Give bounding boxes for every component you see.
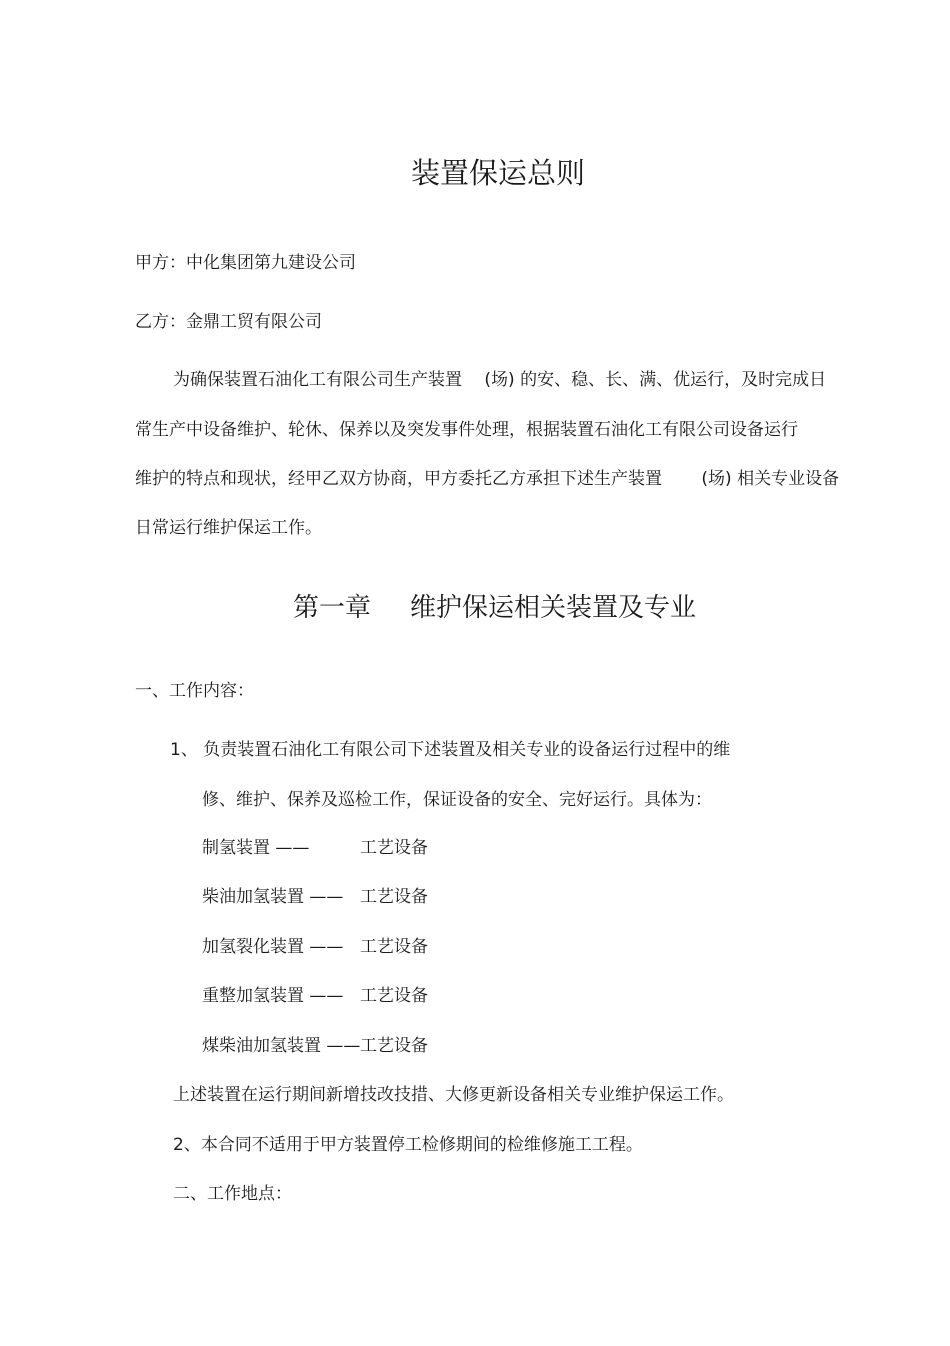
unit-list-item bbox=[202, 985, 428, 1007]
item-1-line-2: 修、维护、保养及巡检工作，保证设备的安全、完好运行。具体为： bbox=[202, 790, 712, 810]
party-a: 甲方：中化集团第九建设公司 bbox=[135, 253, 356, 273]
intro-line-3: 维护的特点和现状，经甲乙双方协商，甲方委托乙方承担下述生产装置 (场) 相关专业设备 bbox=[135, 469, 840, 489]
section-heading-work-content: 一、工作内容： bbox=[135, 681, 254, 701]
party-b: 乙方：金鼎工贸有限公司 bbox=[135, 312, 322, 332]
item-1-line-1: 1、 负责装置石油化工有限公司下述装置及相关专业的设备运行过程中的维 bbox=[170, 740, 731, 760]
intro-line-2: 常生产中设备维护、轮休、保养以及突发事件处理，根据装置石油化工有限公司设备运行 bbox=[135, 420, 798, 440]
unit-equipment: 工艺设备 bbox=[360, 1036, 428, 1056]
item-2: 2、本合同不适用于甲方装置停工检修期间的检维修施工工程。 bbox=[173, 1135, 643, 1155]
intro-line-1: 为确保装置石油化工有限公司生产装置 (场) 的安、稳、长、满、优运行，及时完成日 bbox=[173, 370, 827, 390]
unit-equipment: 工艺设备 bbox=[360, 937, 428, 957]
chapter-number: 第一章 bbox=[293, 593, 372, 623]
unit-equipment: 工艺设备 bbox=[360, 838, 428, 858]
unit-list-item bbox=[202, 886, 428, 908]
chapter-title: 维护保运相关装置及专业 bbox=[410, 593, 697, 623]
unit-name: 柴油加氢装置 —— bbox=[202, 887, 344, 907]
unit-name: 煤柴油加氢装置 —— bbox=[202, 1036, 361, 1056]
scope-note: 上述装置在运行期间新增技改技措、大修更新设备相关专业维护保运工作。 bbox=[173, 1085, 734, 1105]
unit-list-item bbox=[202, 1035, 428, 1057]
unit-equipment: 工艺设备 bbox=[360, 887, 428, 907]
chapter-heading bbox=[293, 592, 696, 624]
unit-list-item bbox=[202, 936, 428, 958]
section-heading-work-location: 二、工作地点： bbox=[173, 1184, 292, 1204]
page-title: 装置保运总则 bbox=[410, 156, 585, 190]
unit-name: 制氢装置 —— bbox=[202, 838, 310, 858]
unit-name: 重整加氢装置 —— bbox=[202, 986, 344, 1006]
intro-line-4: 日常运行维护保运工作。 bbox=[135, 518, 322, 538]
unit-name: 加氢裂化装置 —— bbox=[202, 937, 344, 957]
unit-list-item bbox=[202, 837, 428, 859]
unit-equipment: 工艺设备 bbox=[360, 986, 428, 1006]
